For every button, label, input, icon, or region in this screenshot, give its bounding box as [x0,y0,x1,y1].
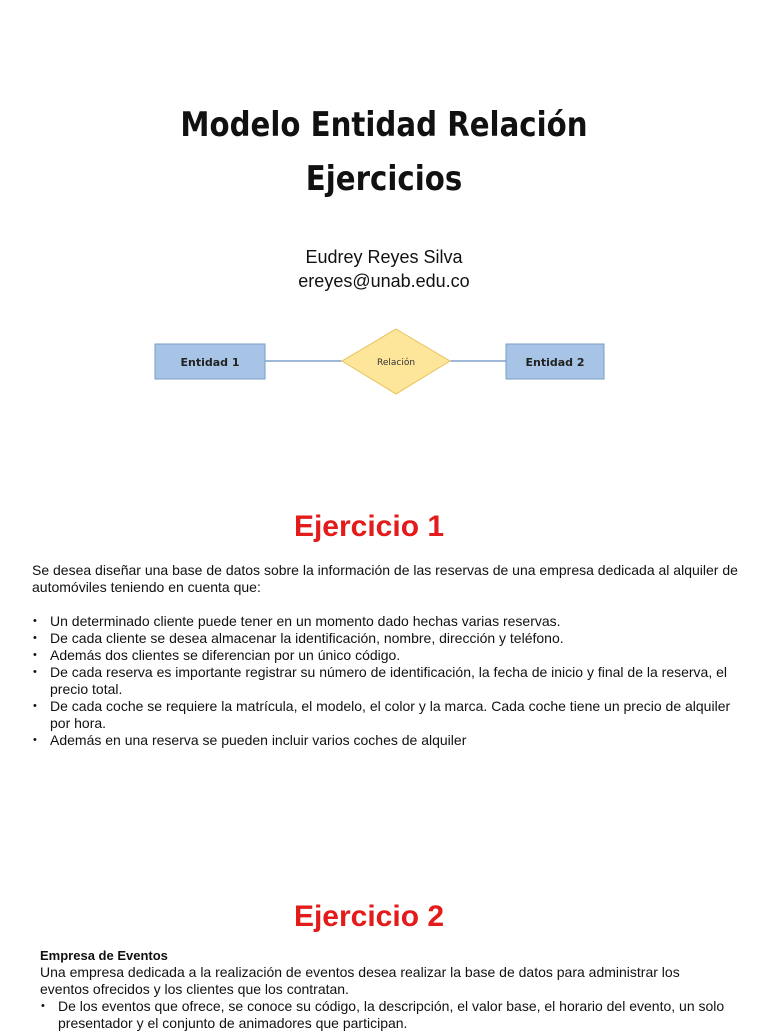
list-item: • De cada coche se requiere la matrícula, el modelo, el color y la marca. Cada coche tiene un precio de alquiler por hora. [32,698,742,732]
er-diagram [0,320,768,410]
author-name: Eudrey Reyes Silva [305,247,463,267]
exercise-2-heading: Ejercicio 2 [293,900,445,933]
list-item: • Un determinado cliente puede tener en un momento dado hechas varias reservas. [32,613,742,630]
exercise-2-body [40,947,730,1032]
exercise-2-list [40,998,730,1032]
list-item: • De cada cliente se desea almacenar la identificación, nombre, dirección y teléfono. [32,630,742,647]
relation-label: Relación [376,358,416,368]
exercise-1-body [32,562,742,749]
list-item: • De cada reserva es importante registrar su número de identificación, la fecha de inicio y final de la reserva, el precio total. [32,664,742,698]
list-item: • De los eventos que ofrece, se conoce su código, la descripción, el valor base, el horario del evento, un solo presentador y el conjunto de animadores que participan. [40,998,730,1032]
entity-2-label: Entidad 2 [525,356,585,369]
exercise-2-subheading: Empresa de Eventos [40,948,168,963]
title-line-2: Ejercicios [305,159,463,199]
document-title [54,98,714,206]
list-item: • Además dos clientes se diferencian por un único código. [32,647,742,664]
exercise-2-intro: Una empresa dedicada a la realización de eventos desea realizar la base de datos para administrar los eventos ofrecidos y los clientes que los contratan. [40,964,680,997]
title-line-1: Modelo Entidad Relación [180,105,588,145]
exercise-1-heading: Ejercicio 1 [293,510,445,543]
list-item: • Además en una reserva se pueden incluir varios coches de alquiler [32,732,742,749]
exercise-1-intro: Se desea diseñar una base de datos sobre la información de las reservas de una empresa dedicada al alquiler de automóviles teniendo en cuenta que: [32,562,738,595]
author-block [0,245,768,293]
exercise-1-list [32,613,742,749]
entity-1-label: Entidad 1 [180,356,240,369]
author-email[interactable]: ereyes@unab.edu.co [298,271,470,291]
